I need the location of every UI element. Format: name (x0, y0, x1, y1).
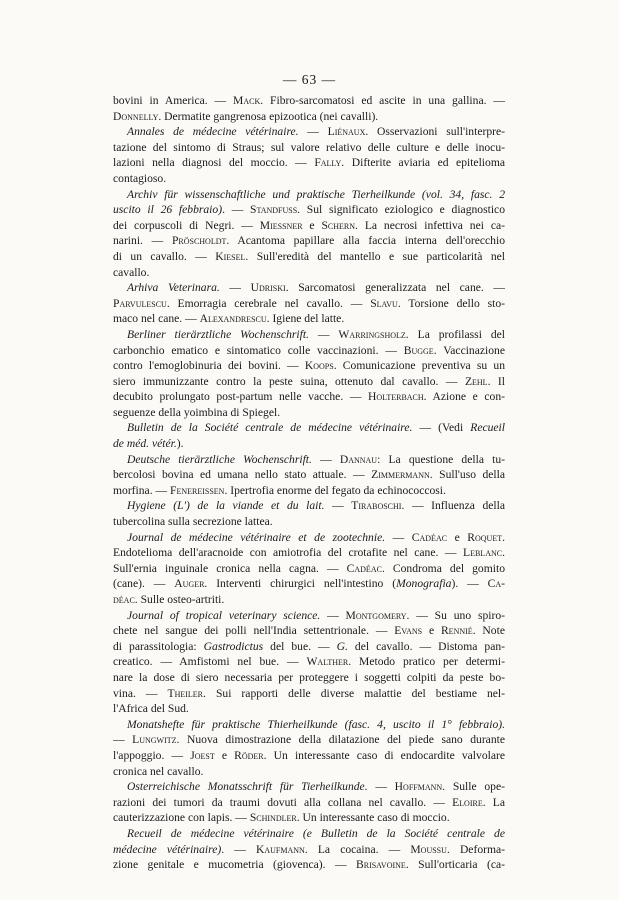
text-segment: . Un interessante caso di moccio. (296, 811, 450, 825)
journal-title: Monografia (396, 577, 452, 591)
text-line (113, 561, 505, 577)
text-segment: cronica nel cavallo. (113, 764, 204, 778)
text-segment: . Vaccinazione (433, 343, 505, 357)
text-segment: . Il (487, 374, 505, 388)
author-name: Leblanc (463, 546, 503, 560)
author-name: Rennié (440, 624, 473, 638)
text-segment: . Sulle osteo-artriti. (134, 593, 225, 606)
journal-title: G. (336, 639, 348, 653)
text-segment: e (447, 530, 468, 544)
text-segment: . Sarcomatosi generalizzata nel cane. — (285, 281, 505, 295)
author-name: Fally (314, 156, 342, 170)
text-line (113, 124, 505, 140)
author-name: Schern (321, 218, 356, 232)
page-body-text (113, 93, 505, 873)
author-name: Slavu (370, 296, 398, 310)
text-line (113, 530, 505, 546)
author-name: Warringsholz (338, 327, 406, 341)
text-segment: vina. — (113, 686, 168, 700)
text-line (113, 639, 505, 655)
text-segment: e (422, 624, 441, 638)
text-segment: . (502, 546, 505, 560)
author-name: Kaufmann (255, 842, 305, 856)
text-line (113, 155, 505, 171)
text-line (113, 576, 505, 592)
text-segment: . La (482, 795, 505, 809)
author-name: Ca- (487, 577, 505, 591)
text-line (113, 842, 505, 858)
author-name: Roquet (467, 530, 503, 544)
text-line (113, 748, 505, 764)
text-segment: — (324, 499, 352, 513)
text-segment: : La questione della tu- (377, 452, 505, 466)
author-name: Alexandrescu (199, 312, 267, 326)
text-segment: nare la dose di siero necessaria per proteggere i soggetti colpiti da peste bo- (113, 670, 505, 684)
author-name: déac (113, 593, 135, 606)
journal-title: Bulletin de la Société centrale de médecine vétérinaire. (127, 421, 413, 435)
text-segment: lazioni nella diagnosi del moccio. — (113, 156, 315, 170)
text-segment: del bue. — (263, 639, 337, 653)
author-name: Udriski (250, 281, 286, 295)
text-line (113, 202, 505, 218)
journal-title: Arhiva Veterinara. (127, 281, 220, 295)
text-line (113, 545, 505, 561)
author-name: Röder (234, 748, 264, 762)
text-segment: narini. — (113, 234, 172, 248)
text-segment: ). (176, 437, 184, 451)
author-name: Parvulescu (113, 296, 167, 310)
author-name: Auger (174, 577, 205, 591)
text-segment: decubito prolungato post-partum nelle vacche. — (113, 390, 369, 404)
text-segment: contagioso. (113, 171, 167, 185)
text-segment: . — (222, 203, 251, 217)
journal-title: Osterreichische Monatsschrift für Tierheilkunde. (127, 780, 368, 794)
text-segment: . Deforma- (446, 842, 505, 856)
text-segment: . Metodo pratico per determi- (348, 655, 505, 669)
text-line (113, 327, 505, 343)
text-line (113, 514, 505, 530)
author-name: Joest (190, 748, 215, 762)
journal-title: Archiv für wissenschaftliche und praktische Tierheilkunde (vol. 34, fasc. 2 (127, 187, 505, 201)
author-name: Holterbach (368, 390, 424, 404)
journal-title: Gastrodictus (203, 639, 264, 653)
text-line (113, 686, 505, 702)
text-line (113, 623, 505, 639)
text-segment: . — Su uno spiro- (406, 608, 505, 622)
author-name: Brisavoine (356, 858, 406, 872)
author-name: Zehl (464, 374, 488, 388)
text-line (113, 452, 505, 468)
text-segment: del cavallo. — Distoma pan- (347, 639, 505, 653)
text-line (113, 389, 505, 405)
text-segment: . La profilassi del (405, 327, 505, 341)
text-line (113, 795, 505, 811)
text-line (113, 467, 505, 483)
text-segment: . Ipertrofia enorme del fegato da echinococcosi. (224, 483, 446, 497)
text-segment: . Sull'eredità del mantello e sue particolarità nel (245, 249, 505, 263)
journal-title: de méd. vétér. (113, 437, 177, 451)
author-name: Bugge (403, 343, 434, 357)
text-line (113, 249, 505, 265)
author-name: Standfuss (250, 203, 298, 217)
text-segment: Endotelioma dell'aracnoide con amiotrofia del crotafite nel cane. — (113, 546, 463, 560)
text-segment: . Emorragia cerebrale nel cavallo. — (166, 296, 371, 310)
journal-title: uscito il 26 febbraio) (113, 203, 223, 217)
text-segment: cavallo. (113, 265, 150, 279)
text-segment: . Torsione dello sto- (397, 296, 505, 310)
text-line (113, 358, 505, 374)
journal-title: Annales de médecine vétérinaire. (127, 125, 299, 139)
text-line (113, 732, 505, 748)
text-segment: e (214, 748, 235, 762)
text-line (113, 311, 505, 327)
text-line (113, 764, 505, 780)
text-segment: . Sull'orticaria (ca- (405, 858, 505, 872)
text-line (113, 171, 505, 187)
author-name: Mack (233, 94, 261, 107)
journal-title: Recueil de médecine vétérinaire (e Bulletin de la Société centrale de (127, 826, 505, 840)
author-name: Montgomery (345, 608, 407, 622)
text-line (113, 405, 505, 421)
text-line (113, 265, 505, 281)
text-segment: . Sul significato eziologico e diagnostico (297, 203, 505, 217)
text-line (113, 296, 505, 312)
text-segment: zione genitale e mucometria (giovenca). — (113, 858, 356, 872)
author-name: Hoffmann (394, 780, 443, 794)
text-segment: . Sui rapporti delle diverse malattie del bestiame nel- (203, 686, 505, 700)
text-segment: — (385, 530, 412, 544)
text-segment: — (113, 733, 133, 747)
author-name: Cadéac (411, 530, 448, 544)
text-segment: siero immunizzante contro la peste suina, ottenuto dal cavallo. — (113, 374, 465, 388)
text-line (113, 608, 505, 624)
text-segment: . Note (472, 624, 505, 638)
text-segment: l'appoggio. — (113, 748, 191, 762)
text-segment: Sull'ernia inguinale cronica nella cagna. — (113, 561, 347, 575)
text-segment: chete nel sangue dei polli nell'India settentrionale. — (113, 624, 395, 638)
text-segment: di un cavallo. — (113, 249, 216, 263)
author-name: Donnelly (113, 109, 159, 123)
text-segment: . Comunicazione preventiva su un (333, 359, 505, 373)
text-segment: — (Vedi (412, 421, 471, 435)
text-segment: creatico. — Amfistomi nel bue. — (113, 655, 307, 669)
text-segment: — (308, 327, 339, 341)
journal-title: Recueil (470, 421, 505, 435)
text-line (113, 109, 505, 125)
text-segment: maco nel cane. — (113, 312, 200, 326)
author-name: Pröscholdt (171, 234, 227, 248)
text-segment: bercolosi bovina ed umana nello stato attuale. — (113, 468, 372, 482)
text-line (113, 483, 505, 499)
text-segment: — (367, 780, 395, 794)
text-line (113, 187, 505, 203)
text-line (113, 810, 505, 826)
author-name: Tiraboschi (351, 499, 402, 513)
text-line (113, 857, 505, 873)
text-line (113, 498, 505, 514)
text-line (113, 670, 505, 686)
author-name: Zimmermann (371, 468, 430, 482)
author-name: Walther (306, 655, 349, 669)
text-segment: . Fibro-sarcomatosi ed ascite in una gallina. — (260, 94, 505, 107)
text-segment: (cane). — (113, 577, 175, 591)
text-line (113, 218, 505, 234)
author-name: Lungwitz (132, 733, 177, 747)
text-segment: . — Influenza della (401, 499, 505, 513)
journal-title: Journal of tropical veterinary science. (127, 608, 321, 622)
text-segment: . — (221, 842, 256, 856)
author-name: Schindler (249, 811, 297, 825)
text-segment: ). — (451, 577, 488, 591)
text-segment: e (302, 218, 322, 232)
text-segment: . La necrosi infettiva nei ca- (355, 218, 505, 232)
text-segment: . Osservazioni sull'interpre- (365, 125, 505, 139)
author-name: Cadéac (346, 561, 382, 575)
text-segment: . Condroma del gomito (381, 561, 505, 575)
author-name: Evans (394, 624, 423, 638)
text-line (113, 701, 505, 717)
text-segment: . Interventi chirurgici nell'intestino ( (204, 577, 397, 591)
author-name: Moussu (410, 842, 447, 856)
text-line (113, 93, 505, 109)
author-name: Dannau (339, 452, 378, 466)
text-segment: — (311, 452, 340, 466)
text-segment: . La cocaina. — (304, 842, 411, 856)
text-line (113, 343, 505, 359)
text-segment: l'Africa del Sud. (113, 702, 189, 716)
text-segment: . Igiene del latte. (266, 312, 345, 326)
author-name: Koops (304, 359, 334, 373)
text-segment: di parassitologia: (113, 639, 204, 653)
text-line (113, 140, 505, 156)
text-segment: — (298, 125, 328, 139)
page-number: — 63 — (282, 72, 337, 87)
journal-title: Monatshefte für praktische Thierheilkunde (fasc. 4, uscito il 1° febbraio). (127, 717, 505, 731)
text-line (113, 280, 505, 296)
author-name: Eloire (452, 795, 483, 809)
text-segment: — (320, 608, 346, 622)
text-segment: razioni dei tumori da traumi dovuti alla collana nel cavallo. — (113, 795, 453, 809)
author-name: Miessner (259, 218, 303, 232)
journal-title: Berliner tierärztliche Wochenschrift. (127, 327, 309, 341)
text-line (113, 717, 505, 733)
text-line (113, 436, 505, 452)
text-segment: . Sulle ope- (442, 780, 505, 794)
author-name: Fenereissen (170, 483, 225, 497)
text-segment: . Difterite aviaria ed epitelioma (341, 156, 505, 170)
author-name: Kiesel (215, 249, 246, 263)
text-line (113, 779, 505, 795)
text-segment: bovini in America. — (113, 94, 234, 107)
text-segment: . (502, 530, 505, 544)
journal-title: Journal de médecine vétérinaire et de zootechnie. (127, 530, 386, 544)
text-segment: . Dermatite gangrenosa epizootica (nei cavalli). (158, 109, 379, 123)
text-segment: . Sull'uso della (429, 468, 505, 482)
text-line (113, 233, 505, 249)
text-line (113, 374, 505, 390)
text-segment: . Azione e con- (423, 390, 505, 404)
text-segment: carbonchio ematico e sintomatico colle vaccinazioni. — (113, 343, 404, 357)
text-segment: dei corpuscoli di Negri. — (113, 218, 260, 232)
text-segment: seguenze della yoimbina di Spiegel. (113, 405, 281, 419)
journal-title: médecine vétérinaire) (113, 842, 222, 856)
text-segment: . Nuova dimostrazione della dilatazione del piede sano durante (176, 733, 505, 747)
text-segment: — (219, 281, 251, 295)
text-line (113, 420, 505, 436)
journal-title: Deutsche tierärztliche Wochenschrift. (127, 452, 312, 466)
text-segment: cauterizzazione con lapis. — (113, 811, 250, 825)
text-segment: . Acantoma papillare alla faccia interna dell'orecchio (226, 234, 505, 248)
text-segment: . Un interessante caso di endocardite valvolare (263, 748, 505, 762)
journal-title: Hygiene (L') de la viande et du lait. (127, 499, 325, 513)
text-line (113, 592, 505, 608)
text-segment: tubercolina sulla secrezione lattea. (113, 515, 273, 529)
text-segment: tazione del sintomo di Straus; sul valore relativo delle culture e delle inocu- (113, 140, 505, 154)
text-line (113, 826, 505, 842)
author-name: Theiler (167, 686, 204, 700)
text-segment: morfina. — (113, 483, 170, 497)
text-line (113, 654, 505, 670)
text-segment: contro l'emoglobinuria dei bovini. — (113, 359, 305, 373)
author-name: Liénaux (327, 125, 366, 139)
